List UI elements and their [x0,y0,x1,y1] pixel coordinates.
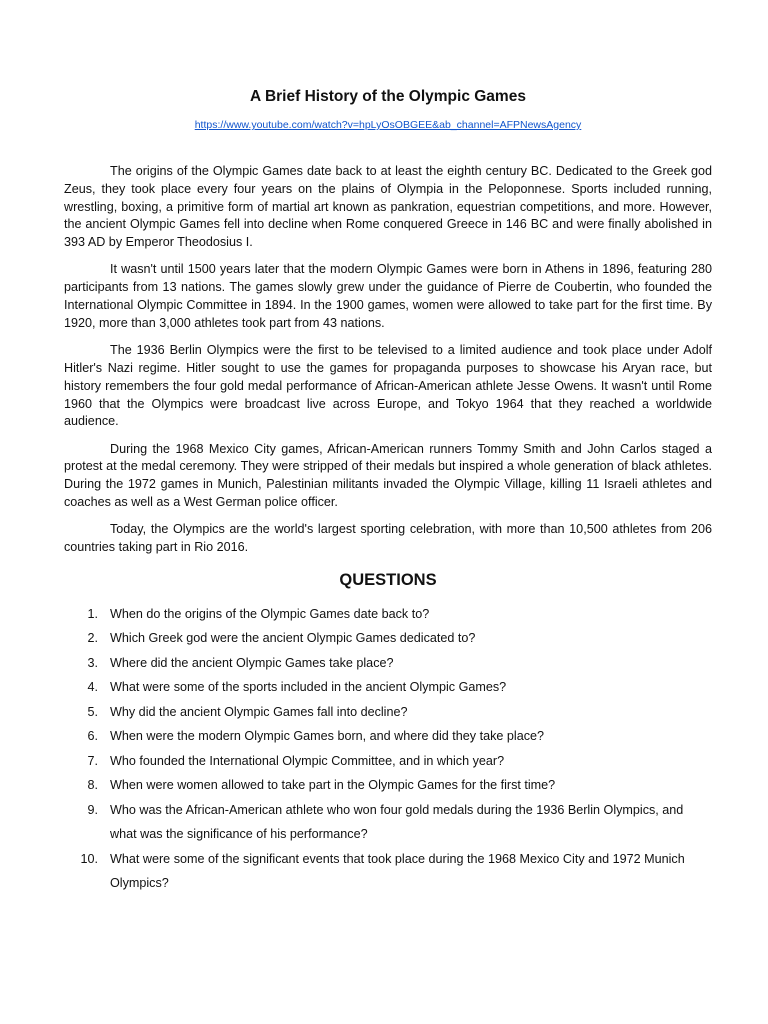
question-number: 5. [87,704,98,719]
question-number: 3. [87,655,98,670]
question-number: 4. [87,680,98,695]
document-page [64,0,712,896]
question-text: When do the origins of the Olympic Games date back to? [110,606,430,621]
document-body [64,163,712,557]
question-number: 7. [87,753,98,768]
paragraph-1968-1972: During the 1968 Mexico City games, African-American runners Tommy Smith and John Carlos staged a protest at the medal ceremony. They were stripped of their medals but inspired a whole generation of black athletes. During the 1972 games in Munich, Palestinian militants invaded the Olympic Village, killing 11 Israeli athletes and coaches as well as a West German police officer. [64,441,712,510]
question-text: Who was the African-American athlete who won four gold medals during the 1936 Berlin Olympics, and what was the significance of his performance? [110,802,684,842]
paragraph-today: Today, the Olympics are the world's largest sporting celebration, with more than 10,500 athletes from 206 countries taking part in Rio 2016. [64,522,712,555]
question-text: Which Greek god were the ancient Olympic Games dedicated to? [110,631,476,646]
question-item [64,651,712,676]
question-item [64,700,712,725]
paragraph-modern-games: It wasn't until 1500 years later that the modern Olympic Games were born in Athens in 1896, featuring 280 participants from 13 nations. The games slowly grew under the guidance of Pierre de Coubertin, who founded the International Olympic Committee in 1894. In the 1900 games, women were allowed to take part for the first time. By 1920, more than 3,000 athletes took part from 43 nations. [64,262,712,330]
document-title: A Brief History of the Olympic Games [250,88,526,105]
question-number: 6. [87,729,98,744]
question-item [64,773,712,798]
question-item [64,798,712,847]
question-text: Who founded the International Olympic Committee, and in which year? [110,753,505,768]
question-text: Where did the ancient Olympic Games take place? [110,655,394,670]
question-item [64,847,712,896]
question-text: What were some of the significant events that took place during the 1968 Mexico City and 1972 Munich Olympics? [110,851,685,891]
question-number: 1. [87,606,98,621]
question-item [64,602,712,627]
paragraph-berlin-1936: The 1936 Berlin Olympics were the first to be televised to a limited audience and took place under Adolf Hitler's Nazi regime. Hitler sought to use the games for propaganda purposes to showcase his Aryan race, but history remembers the four gold medal performance of African-American athlete Jesse Owens. It wasn't until Rome 1960 that the Olympics were broadcast live across Europe, and Tokyo 1964 that they reached a worldwide audience. [64,343,712,429]
question-number: 2. [87,631,98,646]
questions-list [64,602,712,896]
question-number: 8. [87,778,98,793]
question-number: 9. [87,802,98,817]
question-text: What were some of the sports included in the ancient Olympic Games? [110,680,507,695]
question-item [64,724,712,749]
question-text: Why did the ancient Olympic Games fall into decline? [110,704,408,719]
source-video-link[interactable]: https://www.youtube.com/watch?v=hpLyOsOBGEE&ab_channel=AFPNewsAgency [194,119,582,131]
questions-heading: QUESTIONS [339,570,437,589]
question-text: When were the modern Olympic Games born, and where did they take place? [110,729,545,744]
question-item [64,626,712,651]
paragraph-origins: The origins of the Olympic Games date back to at least the eighth century BC. Dedicated to the Greek god Zeus, they took place every four years on the plains of Olympia in the Peloponnese. Sports included running, wrestling, boxing, a primitive form of martial art known as pankration, equestrian competitions, and more. However, the ancient Olympic Games fell into decline when Rome conquered Greece in 146 BC and were finally abolished in 393 AD by Emperor Theodosius I. [64,164,712,250]
question-item [64,749,712,774]
question-item [64,675,712,700]
question-text: When were women allowed to take part in the Olympic Games for the first time? [110,778,556,793]
question-number: 10. [80,851,98,866]
